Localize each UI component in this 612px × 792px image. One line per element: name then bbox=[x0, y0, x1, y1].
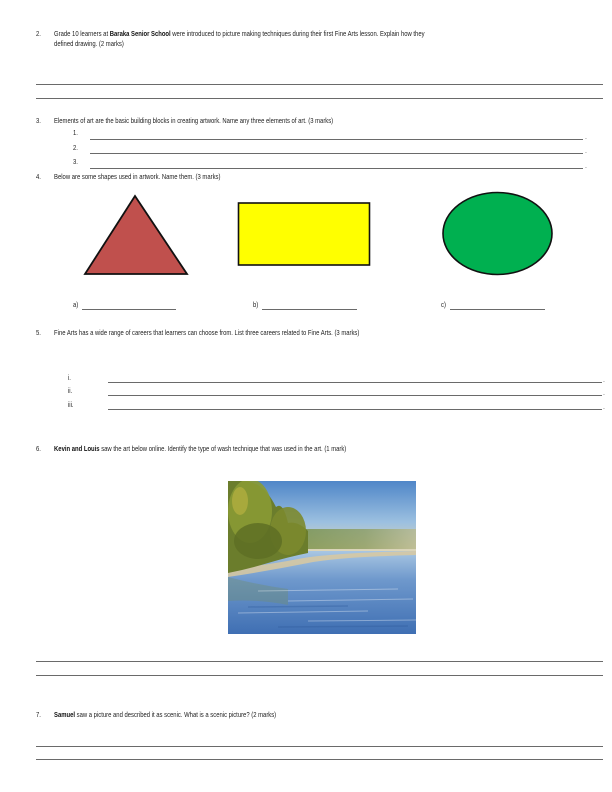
question-text-part: Grade 10 learners at bbox=[54, 29, 110, 38]
question-text bbox=[54, 710, 276, 720]
question-number: 5. bbox=[36, 328, 41, 337]
person-name: Samuel bbox=[54, 710, 76, 719]
line-end-dot: . bbox=[603, 377, 605, 384]
question-number: 7. bbox=[36, 710, 41, 719]
question-number: 3. bbox=[36, 116, 41, 125]
question-text bbox=[54, 444, 346, 454]
answer-line[interactable] bbox=[36, 675, 603, 676]
question-text: Elements of art are the basic building blocks in creating artwork. Name any three elements of art. (3 marks) bbox=[54, 116, 334, 125]
list-item-label: iii. bbox=[68, 400, 74, 409]
shape-label-a: a) bbox=[73, 300, 79, 309]
question-text: Below are some shapes used in artwork. Name them. (3 marks) bbox=[54, 172, 221, 181]
question-text-part: saw a picture and described it as scenic. What is a scenic picture? (2 marks) bbox=[75, 710, 277, 719]
list-item-label: ii. bbox=[68, 386, 73, 395]
list-item-label: 2. bbox=[73, 143, 78, 152]
question-number: 4. bbox=[36, 172, 41, 181]
answer-line[interactable] bbox=[82, 309, 176, 310]
answer-line[interactable] bbox=[108, 395, 602, 396]
line-end-dot: . bbox=[603, 390, 605, 397]
answer-line[interactable] bbox=[108, 382, 602, 383]
triangle-shape bbox=[85, 196, 187, 274]
ellipse-shape bbox=[443, 193, 552, 275]
line-end-dot: . bbox=[585, 134, 587, 141]
line-end-dot: . bbox=[603, 404, 605, 411]
rectangle-shape bbox=[239, 203, 370, 265]
list-item-label: i. bbox=[68, 373, 71, 382]
question-6 bbox=[36, 444, 610, 454]
shape-label-c: c) bbox=[441, 300, 446, 309]
list-item-label: 1. bbox=[73, 128, 78, 137]
school-name: Baraka Senior School bbox=[109, 29, 171, 38]
question-5 bbox=[36, 328, 610, 338]
answer-line[interactable] bbox=[450, 309, 545, 310]
question-text-part: saw the art below online. Identify the type of wash technique that was used in the art. (1 mark) bbox=[99, 444, 347, 453]
question-text: Fine Arts has a wide range of careers that learners can choose from. List three careers related to Fine Arts. (3 marks) bbox=[54, 328, 360, 337]
question-number: 6. bbox=[36, 444, 41, 453]
question-number: 2. bbox=[36, 29, 41, 38]
person-names: Kevin and Louis bbox=[54, 444, 100, 453]
answer-line[interactable] bbox=[36, 759, 603, 760]
answer-line[interactable] bbox=[108, 409, 602, 410]
answer-line[interactable] bbox=[36, 661, 603, 662]
question-text-part: were introduced to picture making techniques during their first Fine Arts lesson. Explain how they bbox=[170, 29, 425, 38]
watercolor-painting-image bbox=[228, 481, 416, 634]
line-end-dot: . bbox=[585, 148, 587, 155]
shape-label-b: b) bbox=[253, 300, 259, 309]
question-7 bbox=[36, 710, 610, 720]
question-text-line2: defined drawing. (2 marks) bbox=[54, 39, 124, 48]
answer-line[interactable] bbox=[36, 746, 603, 747]
answer-line[interactable] bbox=[262, 309, 357, 310]
list-item-label: 3. bbox=[73, 157, 78, 166]
line-end-dot: . bbox=[585, 163, 587, 170]
